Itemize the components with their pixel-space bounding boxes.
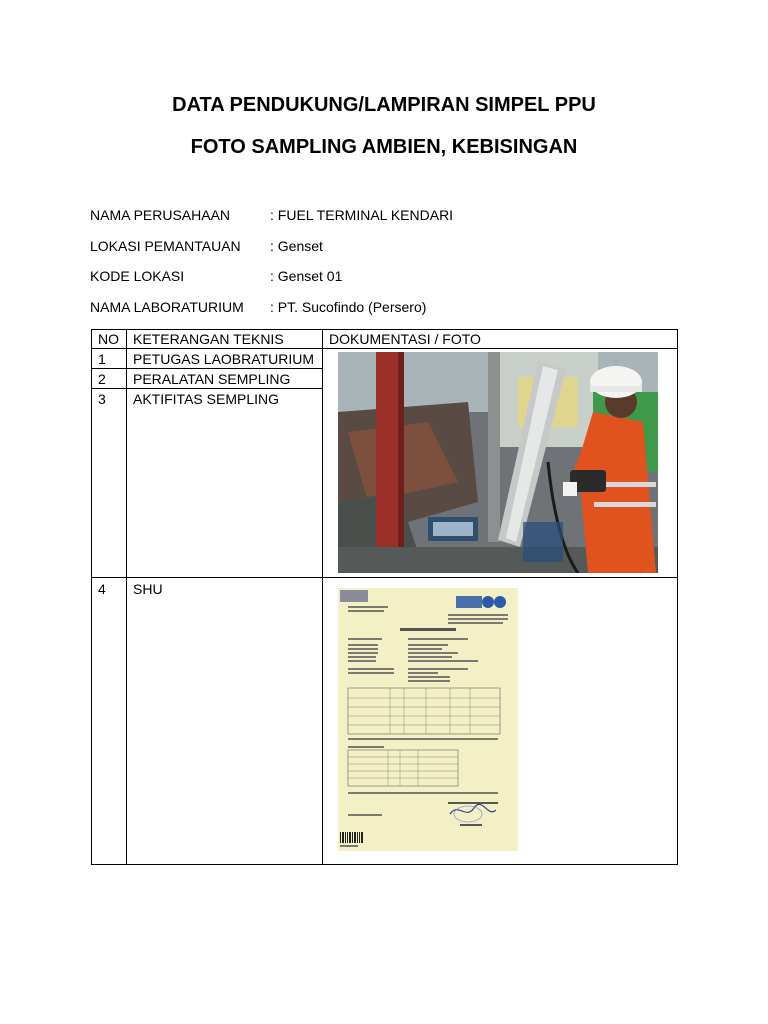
- header-dokumentasi: DOKUMENTASI / FOTO: [329, 331, 481, 347]
- report-of-analysis-image: [338, 588, 518, 851]
- header-keterangan: KETERANGAN TEKNIS: [133, 331, 284, 347]
- info-value: : FUEL TERMINAL KENDARI: [270, 207, 454, 223]
- field-sampling-illustration: [338, 352, 658, 573]
- row-divider: [91, 368, 322, 369]
- row-number: 2: [98, 371, 106, 387]
- row-label: AKTIFITAS SEMPLING: [133, 391, 279, 407]
- table-border-left: [91, 329, 92, 865]
- info-value: : Genset: [270, 238, 323, 254]
- report-illustration: [338, 588, 518, 851]
- document-subtitle: FOTO SAMPLING AMBIEN, KEBISINGAN: [190, 136, 578, 158]
- row-number: 1: [98, 351, 106, 367]
- info-label: NAMA PERUSAHAAN: [90, 207, 231, 223]
- row-divider: [91, 388, 322, 389]
- table-border-right: [677, 329, 678, 865]
- row-label: SHU: [133, 581, 163, 597]
- info-label: LOKASI PEMANTAUAN: [90, 238, 241, 254]
- column-divider: [322, 329, 323, 865]
- table-border-bottom: [91, 864, 678, 865]
- row-divider: [91, 577, 678, 578]
- info-label: NAMA LABORATURIUM: [90, 299, 244, 315]
- info-value: : PT. Sucofindo (Persero): [270, 299, 427, 315]
- info-value: : Genset 01: [270, 268, 343, 284]
- info-label: KODE LOKASI: [90, 268, 185, 284]
- row-number: 4: [98, 581, 106, 597]
- row-number: 3: [98, 391, 106, 407]
- row-divider: [91, 348, 678, 349]
- field-sampling-photo: [338, 352, 658, 573]
- header-no: NO: [98, 331, 119, 347]
- row-label: PETUGAS LAOBRATURIUM: [133, 351, 314, 367]
- column-divider: [126, 329, 127, 865]
- row-label: PERALATAN SEMPLING: [133, 371, 291, 387]
- document-title: DATA PENDUKUNG/LAMPIRAN SIMPEL PPU: [172, 94, 596, 116]
